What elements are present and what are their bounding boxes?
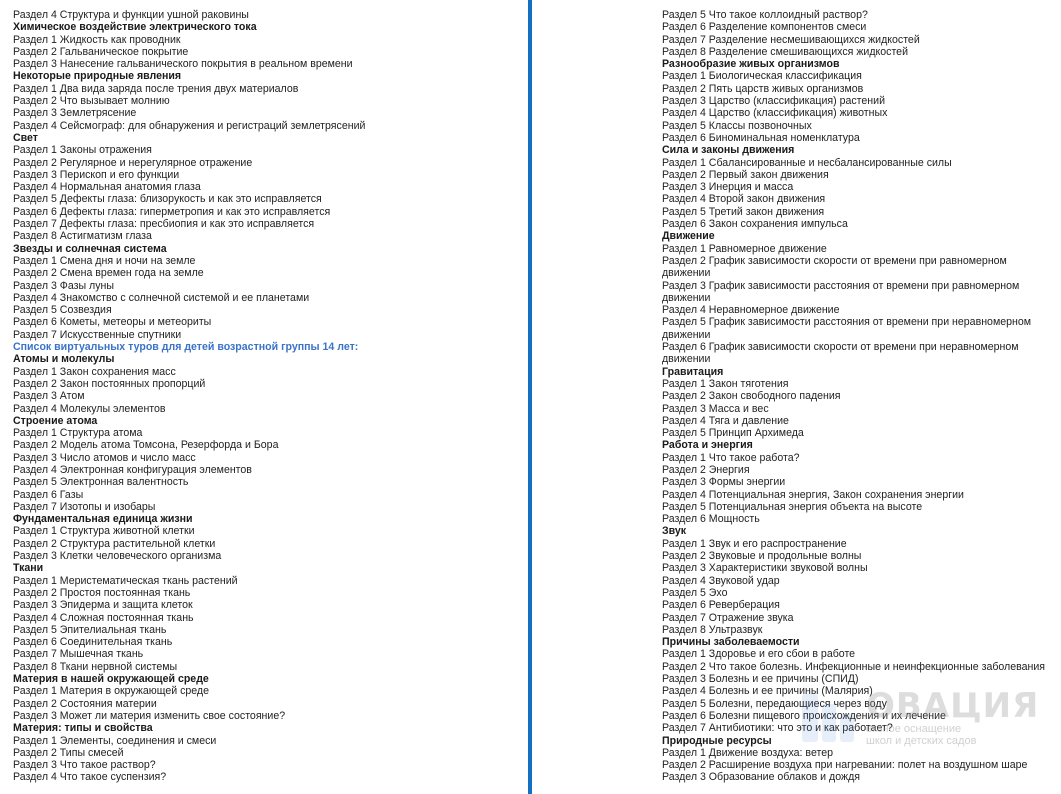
section-heading: Сила и законы движения	[662, 144, 795, 157]
list-item: Раздел 6 Биноминальная номенклатура	[662, 131, 860, 144]
section-heading: Некоторые природные явления	[13, 70, 182, 83]
list-item: Раздел 5 Третий закон движения	[662, 205, 825, 218]
watermark-subtitle-2: школ и детских садов	[866, 735, 977, 747]
list-item: Раздел 4 Электронная конфигурация элементов	[13, 463, 252, 476]
list-item: Раздел 7 Отражение звука	[662, 611, 794, 624]
watermark-subtitle-1: ексное оснащение	[866, 723, 962, 735]
list-item: Раздел 3 Болезнь и ее причины (СПИД)	[662, 673, 859, 686]
list-item: Раздел 5 Дефекты глаза: близорукость и как это исправляется	[13, 193, 322, 206]
list-item: Раздел 8 Ткани нервной системы	[13, 660, 178, 673]
list-item: Раздел 2 Пять царств живых организмов	[662, 82, 864, 95]
list-item: Раздел 2 График зависимости скорости от времени при равномерном движении	[662, 254, 1007, 280]
list-item: Раздел 4 Что такое суспензия?	[13, 771, 167, 784]
column-divider	[528, 0, 532, 794]
list-item: Раздел 6 Мощность	[662, 513, 760, 526]
list-item: Раздел 1 Здоровье и его сбои в работе	[662, 648, 856, 661]
list-item: Раздел 6 Разделение компонентов смеси	[662, 21, 867, 34]
list-item: Раздел 4 Второй закон движения	[662, 193, 826, 206]
section-heading: Движение	[662, 230, 715, 243]
list-item: Раздел 2 Энергия	[662, 463, 750, 476]
list-item: Раздел 1 Что такое работа?	[662, 451, 800, 464]
list-item: Раздел 2 Закон свободного падения	[662, 390, 841, 403]
list-item: Раздел 4 Неравномерное движение	[662, 304, 840, 317]
list-item: Раздел 4 Структура и функции ушной раковины	[13, 9, 249, 21]
watermark-name: ОВАЦИЯ	[866, 686, 1040, 726]
list-item: Раздел 8 Разделение смешивающихся жидкостей	[662, 45, 908, 58]
list-item: Раздел 6 Газы	[13, 488, 84, 501]
list-item: Раздел 2 Смена времен года на земле	[13, 267, 204, 280]
list-item: Раздел 2 Первый закон движения	[662, 168, 829, 181]
list-item: Раздел 6 Реверберация	[662, 599, 780, 612]
section-heading: Звук	[662, 525, 687, 538]
list-item: Раздел 2 Гальваническое покрытие	[13, 45, 189, 58]
list-item: Раздел 8 Астигматизм глаза	[13, 230, 152, 243]
list-item: Раздел 2 Структура растительной клетки	[13, 537, 216, 550]
list-item: Раздел 1 Меристематическая ткань растений	[13, 574, 238, 587]
list-item: Раздел 4 Знакомство с солнечной системой и ее планетами	[13, 291, 310, 304]
list-item: Раздел 1 Два вида заряда после трения двух материалов	[13, 82, 299, 95]
list-item: Раздел 3 Атом	[13, 390, 85, 403]
list-item: Раздел 5 Эхо	[662, 586, 728, 599]
list-item: Раздел 6 Болезни пищевого происхождения и их лечение	[662, 709, 946, 722]
list-item: Раздел 2 Звуковые и продольные волны	[662, 550, 862, 563]
list-item: Раздел 7 Мышечная ткань	[13, 648, 144, 661]
list-item: Раздел 7 Дефекты глаза: пресбиопия и как это исправляется	[13, 218, 315, 231]
section-heading: Звезды и солнечная система	[13, 242, 167, 255]
list-item: Раздел 6 График зависимости скорости от времени при неравномерном движении	[662, 341, 1019, 366]
list-item: Раздел 4 Царство (классификация) животных	[662, 107, 888, 120]
list-item: Раздел 2 Состояния материи	[13, 697, 157, 710]
list-item: Раздел 1 Сбалансированные и несбалансированные силы	[662, 156, 952, 169]
right-column	[662, 9, 1057, 784]
list-item: Раздел 1 Жидкость как проводник	[13, 33, 181, 46]
list-item: Раздел 1 Равномерное движение	[662, 242, 827, 255]
list-item: Раздел 1 Движение воздуха: ветер	[662, 746, 833, 759]
list-item: Раздел 1 Смена дня и ночи на земле	[13, 254, 196, 267]
list-item: Раздел 1 Структура атома	[13, 427, 143, 440]
list-item: Раздел 1 Звук и его распространение	[662, 537, 847, 550]
list-item: Раздел 3 Образование облаков и дождя	[662, 771, 860, 784]
list-item: Раздел 5 Принцип Архимеда	[662, 427, 804, 440]
section-heading: Свет	[13, 131, 38, 144]
list-item: Раздел 8 Ультразвук	[662, 623, 763, 636]
list-item: Раздел 3 Землетрясение	[13, 107, 137, 120]
list-item: Раздел 2 Модель атома Томсона, Резерфорда и Бора	[13, 439, 279, 452]
list-item: Раздел 7 Искусственные спутники	[13, 328, 182, 341]
list-item: Раздел 4 Звуковой удар	[662, 574, 780, 587]
list-item: Раздел 5 Потенциальная энергия объекта на высоте	[662, 500, 923, 513]
list-item: Раздел 6 Закон сохранения импульса	[662, 218, 848, 231]
list-item: Раздел 4 Молекулы элементов	[13, 402, 166, 415]
section-heading: Гравитация	[662, 365, 724, 378]
list-item: Раздел 4 Тяга и давление	[662, 414, 789, 427]
list-item: Раздел 3 Эпидерма и защита клеток	[13, 599, 193, 612]
list-item: Раздел 7 Разделение несмешивающихся жидкостей	[662, 33, 920, 46]
list-item: Раздел 3 График зависимости расстояния от времени при равномерном движении	[662, 279, 1020, 304]
list-item: Раздел 7 Изотопы и изобары	[13, 500, 156, 513]
section-heading: Причины заболеваемости	[662, 636, 800, 649]
section-heading: Химическое воздействие электрического тока	[13, 21, 257, 34]
list-item: Раздел 1 Материя в окружающей среде	[13, 685, 209, 698]
section-heading: Атомы и молекулы	[13, 353, 115, 366]
list-item: Раздел 1 Закон тяготения	[662, 377, 789, 390]
list-item: Раздел 5 Болезни, передающиеся через воду	[662, 697, 887, 710]
list-item: Раздел 3 Формы энергии	[662, 476, 786, 489]
section-heading: Природные ресурсы	[662, 734, 772, 747]
list-item: Раздел 3 Может ли материя изменить свое состояние?	[13, 709, 286, 722]
section-heading: Строение атома	[13, 414, 98, 427]
list-item: Раздел 2 Закон постоянных пропорций	[13, 377, 206, 390]
list-item: Раздел 3 Перископ и его функции	[13, 168, 180, 181]
list-item: Раздел 2 Простоя постоянная ткань	[13, 586, 191, 599]
list-title: Список виртуальных туров для детей возрастной группы 14 лет:	[13, 341, 359, 354]
list-item: Раздел 4 Сейсмограф: для обнаружения и регистраций землетрясений	[13, 119, 366, 132]
list-item: Раздел 1 Биологическая классификация	[662, 70, 862, 83]
list-item: Раздел 5 Эпителиальная ткань	[13, 623, 167, 636]
list-item: Раздел 3 Клетки человеческого организма	[13, 550, 222, 563]
list-item: Раздел 4 Болезнь и ее причины (Малярия)	[662, 685, 873, 698]
list-item: Раздел 1 Элементы, соединения и смеси	[13, 734, 217, 747]
list-item: Раздел 1 Законы отражения	[13, 144, 152, 157]
list-item: Раздел 3 Число атомов и число масс	[13, 451, 196, 464]
list-item: Раздел 6 Дефекты глаза: гиперметропия и как это исправляется	[13, 205, 331, 218]
list-item: Раздел 2 Что такое болезнь. Инфекционные и неинфекционные заболевания	[662, 660, 1046, 673]
section-heading: Ткани	[13, 562, 44, 575]
list-item: Раздел 5 График зависимости расстояния от времени при неравномерном движении	[662, 316, 1032, 341]
list-item: Раздел 7 Антибиотики: что это и как работает?	[662, 722, 893, 735]
list-item: Раздел 3 Что такое раствор?	[13, 759, 156, 772]
list-item: Раздел 2 Расширение воздуха при нагревании: полет на воздушном шаре	[662, 759, 1028, 772]
list-item: Раздел 1 Закон сохранения масс	[13, 365, 176, 378]
list-item: Раздел 6 Соединительная ткань	[13, 636, 173, 649]
section-heading: Разнообразие живых организмов	[662, 58, 840, 71]
list-item: Раздел 3 Фазы луны	[13, 279, 114, 292]
list-item: Раздел 2 Регулярное и нерегулярное отражение	[13, 156, 253, 169]
list-item: Раздел 3 Царство (классификация) растений	[662, 95, 885, 108]
list-item: Раздел 4 Нормальная анатомия глаза	[13, 181, 201, 194]
list-item: Раздел 5 Что такое коллоидный раствор?	[662, 9, 868, 21]
list-item: Раздел 2 Типы смесей	[13, 746, 124, 759]
list-item: Раздел 5 Электронная валентность	[13, 476, 189, 489]
list-item: Раздел 6 Кометы, метеоры и метеориты	[13, 316, 212, 329]
section-heading: Материя: типы и свойства	[13, 722, 153, 735]
list-item: Раздел 3 Характеристики звуковой волны	[662, 562, 868, 575]
list-item: Раздел 2 Что вызывает молнию	[13, 95, 170, 108]
list-item: Раздел 5 Созвездия	[13, 304, 112, 317]
list-item: Раздел 4 Потенциальная энергия, Закон сохранения энергии	[662, 488, 964, 501]
section-heading: Материя в нашей окружающей среде	[13, 673, 209, 686]
list-item: Раздел 3 Нанесение гальванического покрытия в реальном времени	[13, 58, 353, 71]
list-item: Раздел 4 Сложная постоянная ткань	[13, 611, 194, 624]
left-column	[13, 9, 518, 784]
list-item: Раздел 5 Классы позвоночных	[662, 119, 812, 132]
list-item: Раздел 3 Инерция и масса	[662, 181, 794, 194]
list-item: Раздел 3 Масса и вес	[662, 402, 769, 415]
section-heading: Работа и энергия	[662, 439, 753, 452]
list-item: Раздел 1 Структура животной клетки	[13, 525, 195, 538]
section-heading: Фундаментальная единица жизни	[13, 513, 193, 526]
